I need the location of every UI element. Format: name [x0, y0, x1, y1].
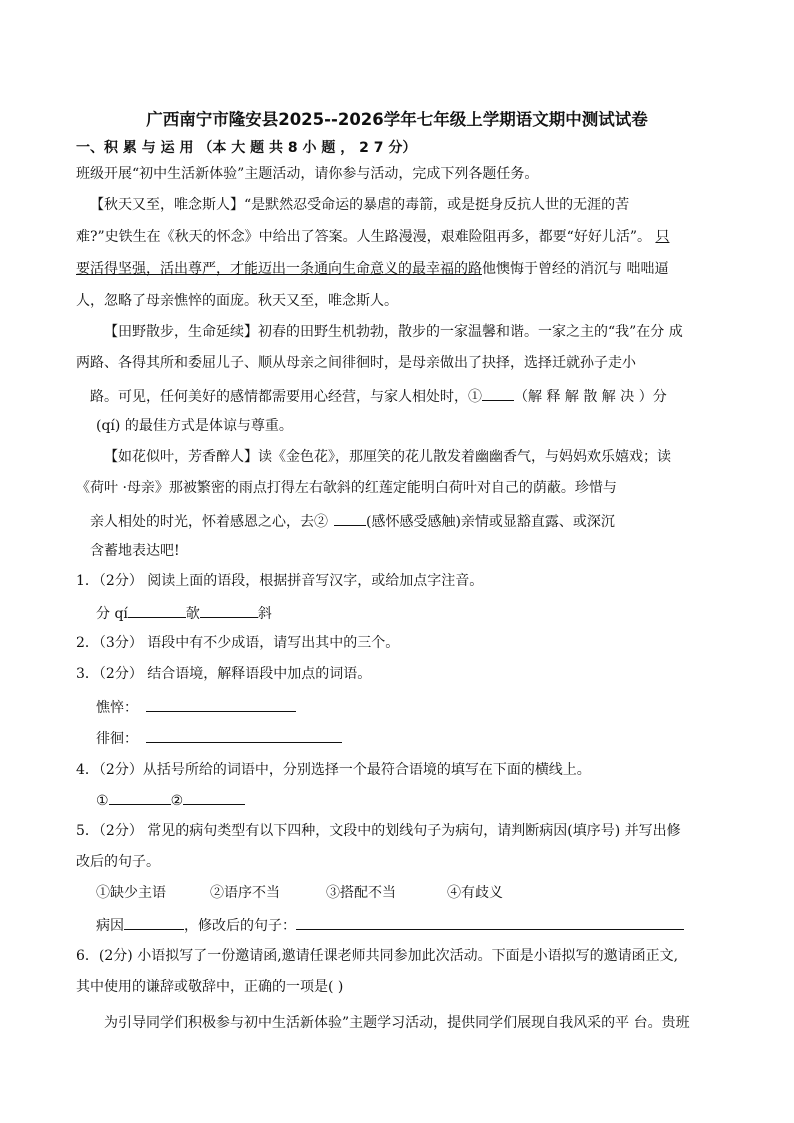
question-6-cont: 其中使用的谦辞或敬辞中，正确的一项是( ) — [76, 979, 344, 995]
q3-item — [96, 697, 296, 717]
q5-revise-blank[interactable] — [296, 915, 684, 930]
passage-line — [90, 511, 615, 531]
underlined-sentence: 要活得坚强，活出尊严，才能迈出一条通向生命意义的最幸福的路 — [76, 261, 482, 277]
passage-text: 亲人相处的时光，怀着感恩之心，去② — [90, 514, 328, 530]
q4-answers — [96, 790, 245, 810]
passage-text: 他懊悔于曾经的消沉与 咄咄逼 — [482, 261, 669, 277]
passage-line: 含蓄地表达吧! — [90, 543, 180, 559]
q3-blank-b[interactable] — [146, 728, 342, 743]
q5-cause-label: 病因 — [96, 918, 124, 934]
q5-option: ④有歧义 — [447, 885, 503, 901]
passage-text: 难?”史铁生在《秋天的怀念》中给出了答案。人生路漫漫，艰难险阻再多，都要“好好儿活”。 — [76, 229, 651, 245]
passage-line: 两路、各得其所和委屈儿子、顺从母亲之间徘徊时，是母亲做出了抉择，选择迁就孙子走小 — [76, 355, 636, 371]
passage-text: 路。可见，任何美好的感情都需要用心经营，与家人相处时，① — [90, 389, 482, 405]
q4-item-label: ① — [96, 793, 109, 809]
passage-line: 【秋天又至，唯念斯人】“是默然忍受命运的暴虐的毒箭，或是挺身反抗人世的无涯的苦 — [90, 197, 630, 213]
question-1-answers — [96, 603, 272, 623]
q5-option: ③搭配不当 — [326, 885, 396, 901]
question-5-cont: 改后的句子。 — [76, 854, 160, 870]
question-2: 2．（3分） 语段中有不少成语，请写出其中的三个。 — [76, 635, 400, 651]
q4-blank-1[interactable] — [109, 790, 171, 805]
passage-text: （解 释 解 散 解 决 ）分 — [514, 389, 667, 405]
intro-text: 班级开展“初中生活新体验”主题活动，请你参与活动，完成下列各题任务。 — [76, 166, 539, 182]
q3-blank-a[interactable] — [146, 697, 296, 712]
answer-blank-1[interactable] — [482, 386, 514, 401]
q5-revise-label: ，修改后的句子： — [184, 918, 296, 934]
q5-answer — [96, 915, 684, 935]
question-1: 1．（2分） 阅读上面的语段，根据拼音写汉字，或给加点字注音。 — [76, 573, 484, 589]
passage-line: 【田野散步，生命延续】初春的田野生机勃勃，散步的一家温馨和谐。一家之主的“我”在分 成 — [104, 324, 683, 340]
question-4: 4．（2分）从括号所给的词语中，分别选择一个最符合语境的填写在下面的横线上。 — [76, 762, 591, 778]
answer-blank-2[interactable] — [334, 511, 366, 526]
invitation-text: 为引导同学们积极参与初中生活新体验”主题学习活动，提供同学们展现自我风采的平 台。贵班 — [104, 1015, 690, 1031]
page-title: 广西南宁市隆安县2025--2026学年七年级上学期语文期中测试试卷 — [146, 110, 648, 129]
question-6: 6．(2分) 小语拟写了一份邀请函,邀请任课老师共同参加此次活动。下面是小语拟写的邀请函正文, — [76, 948, 679, 964]
q3-item-label: 憔悴： — [96, 700, 138, 716]
passage-line: (qí) 的最佳方式是体谅与尊重。 — [96, 418, 293, 434]
q3-item-label: 徘徊： — [96, 731, 138, 747]
q1-item-label: 欹 — [185, 606, 200, 622]
q1-item-label: 分 qí — [96, 606, 128, 622]
q4-blank-2[interactable] — [183, 790, 245, 805]
q5-option: ②语序不当 — [210, 885, 280, 901]
passage-line: 人，忽略了母亲憔悴的面庞。秋天又至，唯念斯人。 — [76, 293, 398, 309]
passage-text: (感怀感受感触)亲情或显豁直露、或深沉 — [366, 514, 615, 530]
q1-blank-b[interactable] — [200, 603, 258, 618]
passage-line — [76, 260, 668, 278]
q4-item-label: ② — [170, 793, 184, 809]
passage-line — [90, 386, 667, 406]
q1-blank-a[interactable] — [128, 603, 186, 618]
passage-line: 【如花似叶，芳香醉人】读《金色花》，那厘笑的花儿散发着幽幽香气，与妈妈欢乐嬉戏；读 — [104, 449, 671, 465]
section-heading: 一、积 累 与 运 用 （本 大 题 共 8 小 题 ， 2 7 分） — [76, 140, 417, 156]
q5-cause-blank[interactable] — [124, 915, 184, 930]
q1-item-label: 斜 — [257, 606, 272, 622]
underlined-sentence: 只 — [655, 229, 670, 245]
passage-line: 《荷叶 ·母亲》那被繁密的雨点打得左右欹斜的红莲定能明白荷叶对自己的荫蔽。珍惜与 — [76, 480, 617, 496]
question-5: 5．（2分） 常见的病句类型有以下四种，文段中的划线句子为病句，请判断病因(填序号) 并写出修 — [76, 823, 681, 839]
passage-line — [76, 228, 669, 246]
q5-option: ①缺少主语 — [96, 885, 166, 901]
q3-item — [96, 728, 342, 748]
question-3: 3．（2分） 结合语境，解释语段中加点的词语。 — [76, 666, 372, 682]
